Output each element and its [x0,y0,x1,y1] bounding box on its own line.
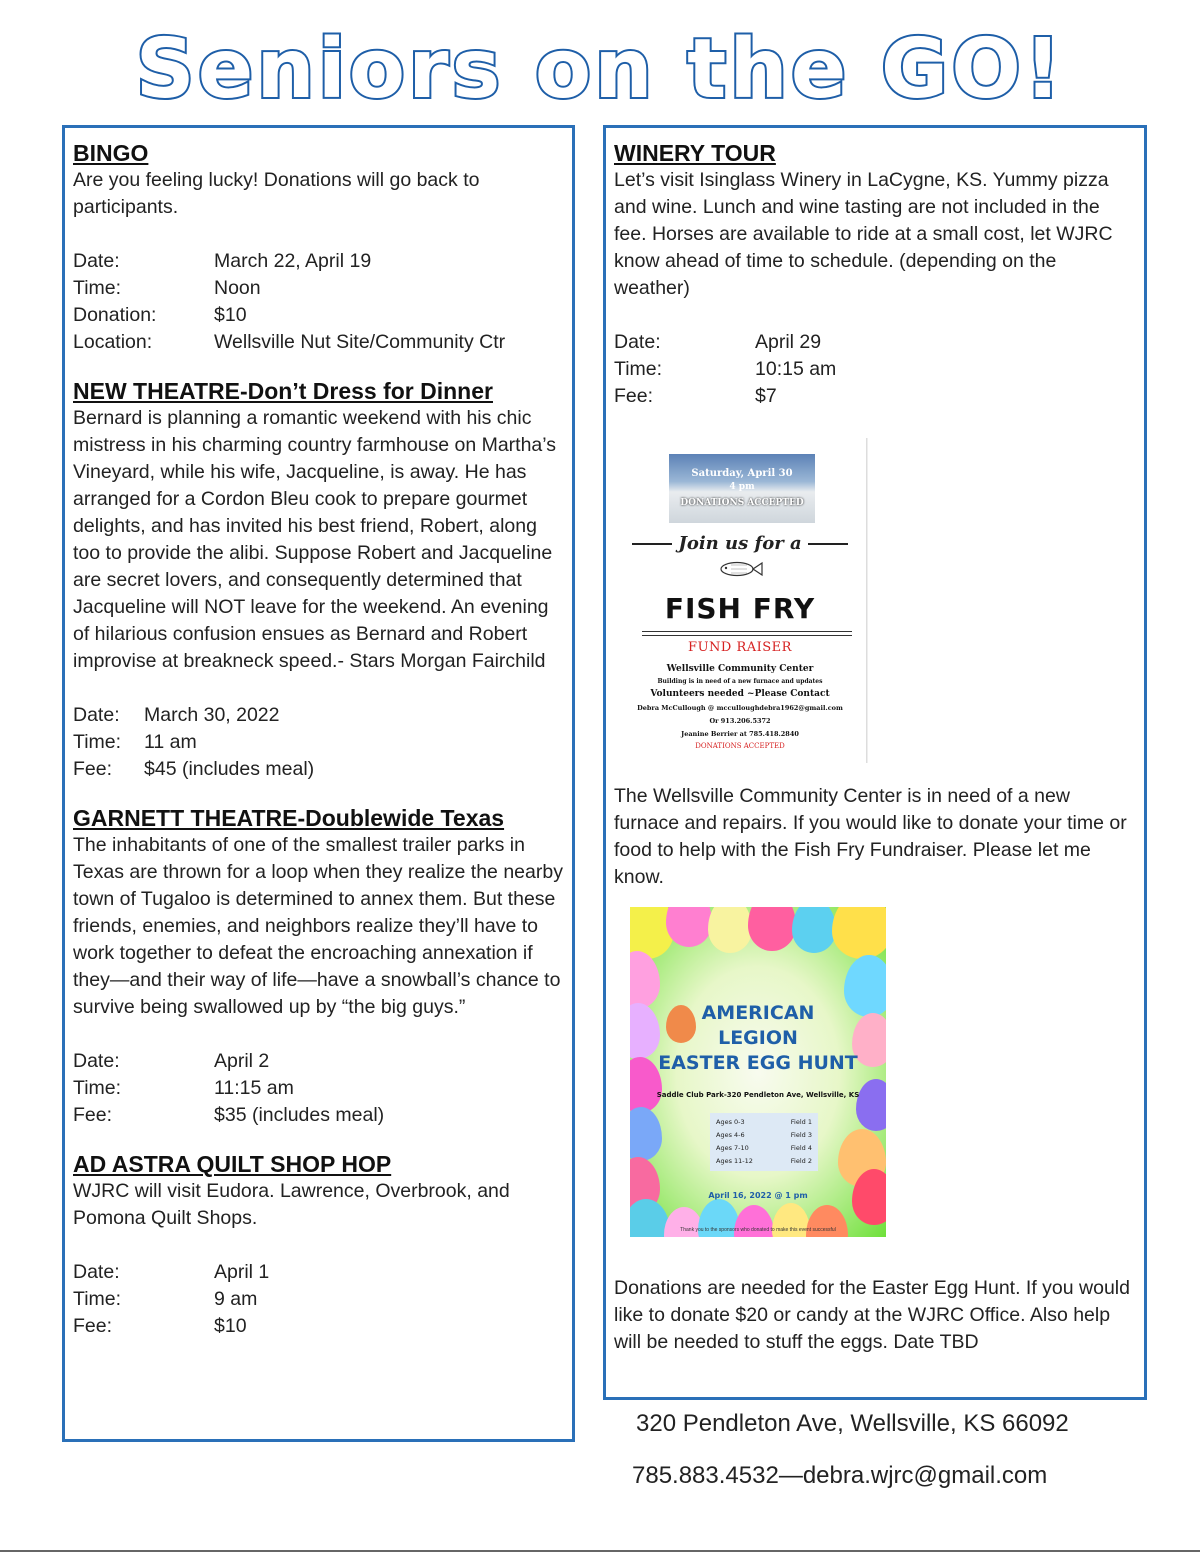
flyer-join-text: Join us for a [614,533,866,554]
detail-row [614,356,1136,383]
detail-row [73,248,564,275]
detail-label: Date: [73,250,120,272]
fish-fry-flyer [614,438,867,763]
detail-row [73,1048,564,1075]
detail-row [73,702,564,729]
new-theatre-heading: NEW THEATRE-Don’t Dress for Dinner [73,378,493,404]
egg-poster-line-3: EASTER EGG HUNT [658,1052,858,1074]
flyer-building: Building is in need of a new furnace and updates [657,678,823,685]
detail-value: $10 [214,304,247,326]
egg-poster-address: Saddle Club Park-320 Pendleton Ave, Wellsville, KS [656,1091,860,1099]
detail-label: Time: [73,731,122,753]
detail-label: Fee: [73,1315,113,1337]
detail-value: March 30, 2022 [144,704,280,726]
detail-label: Time: [614,358,663,380]
new-theatre-details [73,702,564,783]
detail-value: 10:15 am [755,358,837,380]
egg-poster-thanks: Thank you to the sponsors who donated to make this event successful [680,1227,836,1233]
easter-egg-poster [630,907,886,1237]
flyer-donations: DONATIONS ACCEPTED [695,742,785,750]
detail-row [73,302,564,329]
garnett-heading: GARNETT THEATRE-Doublewide Texas [73,805,505,831]
egg-poster-line-1: AMERICAN [701,1002,815,1024]
detail-value: 9 am [214,1288,258,1310]
flyer-photo-donations: DONATIONS ACCEPTED [680,498,804,508]
ages-row: Ages 7-10 Field 4 [716,1144,812,1152]
quilt-heading: AD ASTRA QUILT SHOP HOP [73,1151,392,1177]
easter-description: Donations are needed for the Easter Egg Hunt. If you would like to donate $20 or candy at the WJRC Office. Also help will be needed to stuff the eggs. Date TBD [614,1277,1130,1353]
detail-row [73,1286,564,1313]
detail-label: Fee: [614,385,654,407]
detail-value: March 22, April 19 [214,250,372,272]
detail-value: 11:15 am [214,1077,294,1099]
detail-label: Fee: [73,1104,113,1126]
detail-label: Date: [73,1261,120,1283]
fish-icon [717,560,763,578]
detail-label: Time: [73,277,122,299]
right-column [603,125,1147,1400]
winery-heading: WINERY TOUR [614,140,776,166]
detail-value: $10 [214,1315,247,1337]
detail-row [73,1102,564,1129]
footer-address: 320 Pendleton Ave, Wellsville, KS 66092 [636,1410,1069,1437]
detail-value: $35 (includes meal) [214,1104,385,1126]
flyer-center: Wellsville Community Center [666,664,814,674]
bottom-divider [0,1550,1200,1552]
detail-value: April 1 [214,1261,270,1283]
detail-row [614,383,1136,410]
detail-value: April 2 [214,1050,270,1072]
egg-poster-date: April 16, 2022 @ 1 pm [708,1191,808,1200]
quilt-details [73,1259,564,1340]
bingo-heading: BINGO [73,140,149,166]
flyer-volunteers: Volunteers needed ~Please Contact [650,689,830,699]
detail-row [614,329,1136,356]
left-column [62,125,575,1442]
bingo-description: Are you feeling lucky! Donations will go back to participants. [73,169,480,218]
detail-row [73,329,564,356]
ages-row: Ages 0-3 Field 1 [716,1118,812,1126]
new-theatre-description: Bernard is planning a romantic weekend with his chic mistress in his charming country farmhouse on Martha’s Vineyard, while his wife, Jacqueline, is away. He has arranged for a Cordon Bleu cook to prepare gourmet delights, and has invited his best friend, Robert, along too to provide the alibi. Suppose Robert and Jacqueline are secret lovers, and consequently determined that Jacqueline will NOT leave for the weekend. An evening of hilarious confusion ensues as Bernard and Robert improvise at breakneck speed.- Stars Morgan Fairchild [73,407,556,672]
detail-value: Wellsville Nut Site/Community Ctr [214,331,506,353]
page-title: Seniors on the GO! [135,22,1065,117]
ages-row: Ages 4-6 Field 3 [716,1131,812,1139]
community-center-photo [669,454,815,523]
ages-row: Ages 11-12 Field 2 [716,1157,812,1165]
flyer-fish-fry-title: FISH FRY [664,592,816,625]
detail-label: Fee: [73,758,113,780]
egg-poster-ages-table [710,1113,818,1171]
flyer-contact-3: Jeanine Berrier at 785.418.2840 [681,730,799,738]
footer-contact: 785.883.4532—debra.wjrc@gmail.com [632,1462,1048,1489]
detail-value: $45 (includes meal) [144,758,315,780]
detail-label: Donation: [73,304,157,326]
flyer-contact-1: Debra McCullough @ mcculloughdebra1962@gmail.com [637,704,843,712]
detail-row [73,1313,564,1340]
bingo-details [73,248,564,356]
flyer-contact-2: Or 913.206.5372 [709,717,771,725]
winery-details [614,329,1136,410]
detail-value: $7 [755,385,777,407]
detail-label: Time: [73,1288,122,1310]
flyer-fund-raiser: FUND RAISER [688,640,792,655]
detail-value: Noon [214,277,261,299]
winery-description: Let’s visit Isinglass Winery in LaCygne, KS. Yummy pizza and wine. Lunch and wine tasting are not included in the fee. Horses are available to ride at a small cost, let WJRC know ahead of time to schedule. (depending on the weather) [614,169,1113,299]
garnett-description: The inhabitants of one of the smallest trailer parks in Texas are thrown for a loop when they realize the nearby town of Tugaloo is determined to annex them. But these friends, enemies, and neighbors realize they’ll have to work together to defeat the encroaching annexation if they—and their way of life—have a snowball’s chance to survive being swallowed up by “the big guys.” [73,834,563,1018]
fish-fry-description: The Wellsville Community Center is in need of a new furnace and repairs. If you would like to donate your time or food to help with the Fish Fry Fundraiser. Please let me know. [614,785,1127,888]
flyer-divider [642,631,852,636]
detail-label: Time: [73,1077,122,1099]
detail-label: Date: [73,704,120,726]
detail-row [73,1075,564,1102]
detail-row [73,756,564,783]
detail-row [73,1259,564,1286]
detail-value: April 29 [755,331,822,353]
egg-poster-line-2: LEGION [718,1027,798,1049]
detail-label: Date: [614,331,661,353]
detail-label: Location: [73,331,153,353]
detail-label: Date: [73,1050,120,1072]
detail-value: 11 am [144,731,197,753]
quilt-description: WJRC will visit Eudora. Lawrence, Overbrook, and Pomona Quilt Shops. [73,1180,510,1229]
detail-row [73,275,564,302]
flyer-photo-date: Saturday, April 30 [691,468,793,479]
detail-row [73,729,564,756]
flyer-photo-time: 4 pm [729,482,755,492]
garnett-details [73,1048,564,1129]
